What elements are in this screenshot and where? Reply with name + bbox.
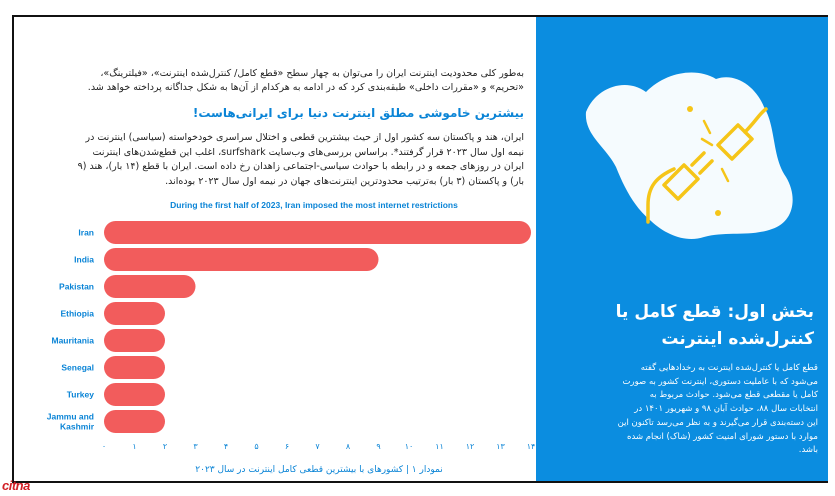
x-tick-label: ۷ — [315, 442, 320, 451]
bar-senegal — [104, 356, 165, 379]
bar-mauritania — [104, 329, 165, 352]
unplugged-cable-over-iran-map-icon — [536, 17, 828, 287]
sidebar-text-line: باشد. — [798, 445, 818, 456]
bar-pakistan — [104, 275, 196, 298]
category-label: Iran — [78, 227, 94, 238]
intro-line: به‌طور کلی محدودیت اینترنت ایران را می‌توان به چهار سطح «قطع کامل/ کنترل‌شده اینترنت»، «فیلترینگ»، — [100, 68, 524, 79]
article-column — [14, 17, 534, 481]
category-label: Jammu and — [46, 411, 94, 422]
x-tick-label: ۱۰ — [404, 442, 414, 451]
intro-line: «تحریم» و «مقررات داخلی» طبقه‌بندی کرد که در ادامه به هرکدام از آن‌ها به شکل جداگانه پرداخته خواهد شد. — [87, 82, 524, 93]
category-label: Pakistan — [59, 281, 94, 292]
category-label: Turkey — [66, 389, 94, 400]
paragraph-line: بار) و پاکستان (۳ بار) به‌ترتیب محدودترین اینترنت‌های جهان در نیمه اول سال ۲۰۲۳ بوده‌اند. — [165, 175, 524, 187]
sidebar-text-line: انتخابات سال ۸۸، حوادث آبان ۹۸ و شهریور ۱۴۰۱ در — [634, 404, 818, 415]
section-heading: بیشترین خاموشی مطلق اینترنت دنیا برای ایرانی‌هاست! — [192, 106, 524, 120]
sidebar-text — [546, 362, 818, 458]
paragraph-line: ایران در روزهای جمعه و در رابطه با حوادث سیاسی-اجتماعی زاهدان رخ داده است. ایران با قطع (۱۴ بار)، هند (۹ — [77, 161, 524, 172]
category-label: India — [74, 254, 94, 265]
x-tick-label: ۲ — [162, 442, 168, 451]
article-frame — [12, 15, 828, 483]
accent-dot — [715, 210, 721, 216]
sidebar-heading — [550, 299, 814, 353]
category-label: Mauritania — [51, 335, 94, 346]
accent-dot — [687, 106, 693, 112]
sidebar-panel — [536, 17, 828, 481]
bar-chart — [14, 213, 534, 465]
body-paragraph — [24, 131, 524, 189]
x-tick-label: ۹ — [376, 442, 381, 451]
bar-ethiopia — [104, 302, 165, 325]
category-label: Kashmir — [59, 421, 94, 432]
x-tick-label: ۱۱ — [435, 442, 444, 451]
chart-title: During the first half of 2023, Iran imposed the most internet restrictions — [170, 200, 458, 210]
paragraph-line: ایران، هند و پاکستان سه کشور اول از حیث بیشترین قطعی و اختلال سراسری خودخواسته (سیاسی) اینترنت در — [85, 132, 524, 143]
x-tick-label: ۱۴ — [526, 442, 536, 451]
x-tick-label: ۳ — [193, 442, 198, 451]
x-tick-label: ۸ — [345, 442, 351, 451]
x-tick-label: ۰ — [101, 442, 107, 451]
x-tick-label: ۶ — [284, 442, 290, 451]
iran-map-shape — [586, 73, 793, 239]
sidebar-text-line: کامل یا مقطعی قطع می‌شود. حوادث مربوط به — [649, 390, 818, 401]
bar-jammu-and-kashmir — [104, 410, 165, 433]
x-tick-label: ۴ — [223, 442, 229, 451]
x-tick-label: ۱ — [132, 442, 137, 451]
sidebar-text-line: موارد با دستور شورای امنیت کشور (شاک) انجام شده — [627, 431, 818, 442]
x-tick-label: ۱۲ — [465, 442, 475, 451]
x-tick-label: ۱۳ — [496, 442, 505, 451]
x-tick-label: ۵ — [254, 442, 259, 451]
sidebar-text-line: قطع کامل یا کنترل‌شده اینترنت به رخدادهایی گفته — [640, 363, 818, 373]
chart-caption: نمودار ۱ | کشورهای با بیشترین قطعی کامل اینترنت در سال ۲۰۲۳ — [195, 465, 443, 475]
category-label: Senegal — [61, 362, 94, 373]
bar-iran — [104, 221, 531, 244]
sidebar-text-line: این دسته‌بندی قرار می‌گیرند و به نظر می‌رسد تاکنون این — [617, 417, 818, 428]
category-label: Ethiopia — [60, 308, 94, 319]
intro-paragraph — [24, 67, 524, 95]
bar-india — [104, 248, 379, 271]
sidebar-heading-line: بخش اول: قطع کامل یا — [615, 302, 814, 322]
bar-turkey — [104, 383, 165, 406]
paragraph-line: نیمه اول سال ۲۰۲۳ قرار گرفتند*. براساس بررسی‌های وب‌سایت surfshark، اغلب این قطع‌شدن‌های اینترنت — [92, 146, 524, 158]
citna-logo: citna — [2, 478, 30, 493]
sidebar-heading-line: کنترل‌شده اینترنت — [661, 329, 814, 349]
sidebar-text-line: می‌شود که با عاملیت دستوری، اینترنت کشور به صورت — [622, 376, 818, 387]
